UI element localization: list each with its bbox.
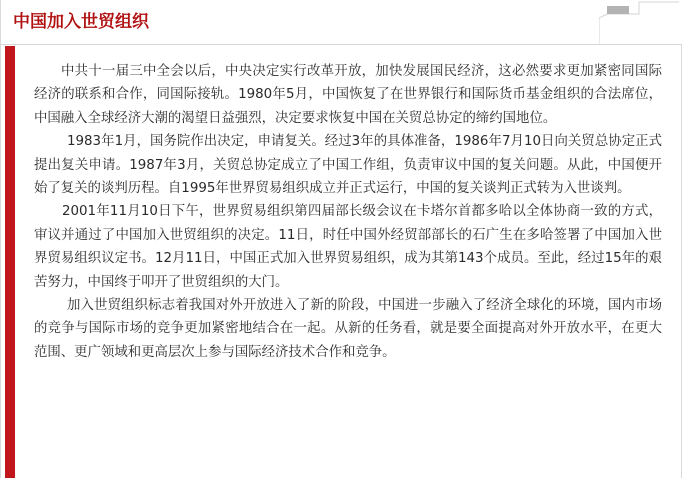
article-paragraph: 加入世贸组织标志着我国对外开放进入了新的阶段，中国进一步融入了经济全球化的环境，国内市场的竞争与国际市场的竞争更加紧密地结合在一起。从新的任务看，就是要全面提高对外开放水平，在更大范围、更广领域和更高层次上参与国际经济技术合作和竞争。 bbox=[34, 298, 662, 360]
panel-header bbox=[1, 0, 682, 45]
tab-marker-icon bbox=[607, 6, 629, 14]
article-body bbox=[34, 60, 662, 364]
header-corner-tab bbox=[599, 0, 679, 45]
article-paragraph: 1983年1月，国务院作出决定，申请复关。经过3年的具体准备，1986年7月10日向关贸总协定正式提出复关申请。1987年3月，关贸总协定成立了中国工作组，负责审议中国的复关问题。从此，中国便开始了复关的谈判历程。自1995年世界贸易组织成立并正式运行，中国的复关谈判正式转为入世谈判。 bbox=[34, 134, 662, 197]
article-paragraph: 2001年11月10日下午，世界贸易组织第四届部长级会议在卡塔尔首都多哈以全体协商一致的方式，审议并通过了中国加入世贸组织的决定。11日，时任中国外经贸部部长的石广生在多哈签署了中国加入世界贸易组织议定书。12月11日，中国正式加入世界贸易组织，成为其第143个成员。至此，经过15年的艰苦努力，中国终于叩开了世贸组织的大门。 bbox=[34, 204, 662, 290]
page-title: 中国加入世贸组织 bbox=[13, 12, 149, 32]
article-paragraph: 中共十一届三中全会以后，中央决定实行改革开放，加快发展国民经济，这必然要求更加紧密同国际经济的联系和合作，同国际接轨。1980年5月，中国恢复了在世界银行和国际货币基金组织的合法席位，中国融入全球经济大潮的渴望日益强烈，决定要求恢复中国在关贸总协定的缔约国地位。 bbox=[34, 64, 662, 126]
accent-bar bbox=[5, 46, 15, 478]
